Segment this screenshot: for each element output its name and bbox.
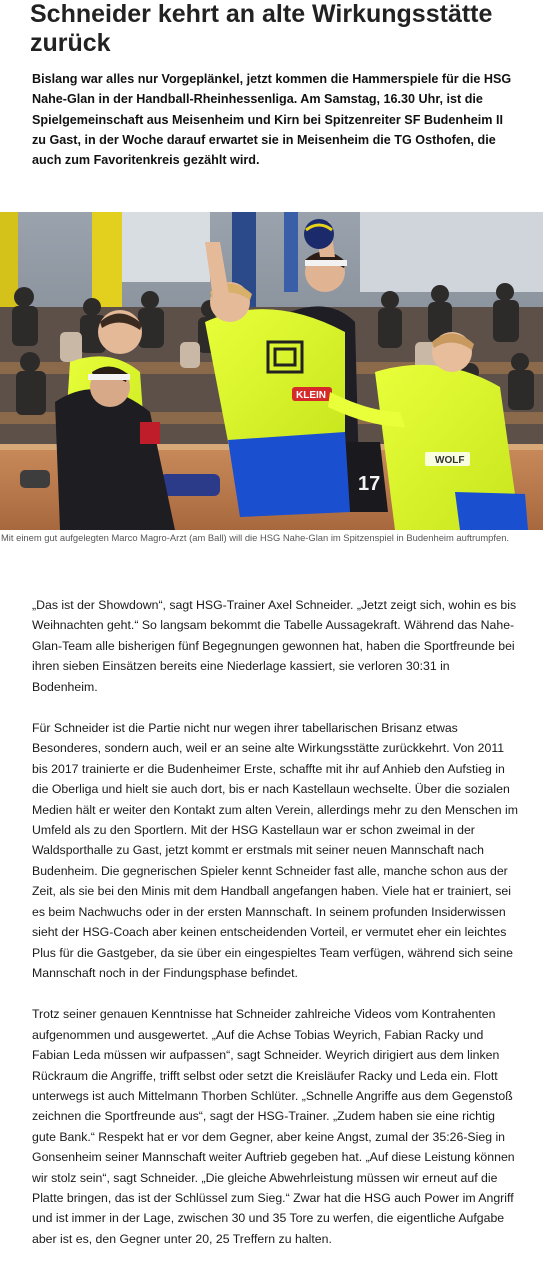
article-photo[interactable]: [0, 212, 543, 530]
article-paragraph-2: Für Schneider ist die Partie nicht nur wegen ihrer tabellarischen Brisanz etwas Besonderes, sondern auch, weil er an seine alte Wirkungsstätte zurückkehrt. Von 2011 bis 2017 trainierte er die Budenheimer Erste, schaffte mit ihr auf Anhieb den Aufstieg in die Oberliga und hielt sie auch dort, bis er nach Kastellaun wechselte. Über die sozialen Medien hält er weiter den Kontakt zum alten Verein, allerdings mehr zu den Menschen im Umfeld als zu den Sportlern. Mit der HSG Kastellaun war er schon zweimal in der Waldsporthalle zu Gast, jetzt kommt er erstmals mit seiner neuen Mannschaft nach Budenheim. Die gegnerischen Spieler kennt Schneider fast alle, manche schon aus der Zeit, als sie bei den Minis mit dem Handball angefangen haben. Viele hat er trainiert, sei es beim Nachwuchs oder in der ersten Mannschaft. In seinem profunden Insiderwissen sieht der HSG-Coach aber keinen entscheidenden Vorteil, er vermutet eher ein leichtes Plus für die Gastgeber, da sie über ein eingespieltes Team verfügen, während sich seine Mannschaft noch in der Findungsphase befindet.: [32, 721, 518, 980]
article-paragraph-1: „Das ist der Showdown“, sagt HSG-Trainer Axel Schneider. „Jetzt zeigt sich, wohin es bis Weihnachten geht.“ So langsam bekommt die Tabelle Aussagekraft. Während das Nahe-Glan-Team alle bisherigen fünf Begegnungen gewonnen hat, haben die Sportfreunde bei ihren sieben Einsätzen bereits eine Niederlage kassiert, sie verloren 30:31 in Bodenheim.: [32, 598, 517, 694]
jersey-sponsor-text-2: WOLF: [435, 455, 465, 466]
article-body: [32, 595, 518, 1270]
photo-caption: Mit einem gut aufgelegten Marco Magro-Arzt (am Ball) will die HSG Nahe-Glan im Spitzenspiel in Budenheim auftrumpfen.: [1, 532, 510, 543]
jersey-sponsor-text: KLEIN: [296, 390, 326, 401]
article-paragraph-3: Trotz seiner genauen Kenntnisse hat Schneider zahlreiche Videos vom Kontrahenten aufgenommen und ausgewertet. „Auf die Achse Tobias Weyrich, Fabian Racky und Fabian Leda müssen wir aufpassen“, sagt Schneider. Weyrich dirigiert aus dem linken Rückraum die Angriffe, trifft selbst oder setzt die Kreisläufer Racky und Leda ein. Flott unterwegs ist auch Mittelmann Thorben Schlüter. „Schnelle Angriffe aus dem Gegenstoß zeichnen die Sportfreunde aus“, sagt der HSG-Trainer. „Zudem haben sie eine richtig gute Bank.“ Respekt hat er vor dem Gegner, aber keine Angst, zumal der 35:26-Sieg in Gonsenheim seiner Mannschaft weiter Auftrieb gegeben hat. „Auf diese Leistung können wir stolz sein“, sagt Schneider. „Die gleiche Abwehrleistung müssen wir erneut auf die Platte bringen, das ist der Schlüssel zum Sieg.“ Zwar hat die HSG auch Power im Angriff und ist immer in der Lage, zwischen 30 und 35 Tore zu werfen, die eigentliche Aufgabe aber ist es, den Gegner unter 20, 25 Treffern zu halten.: [32, 1007, 515, 1246]
article-teaser: Bislang war alles nur Vorgeplänkel, jetzt kommen die Hammerspiele für die HSG Nahe-Glan in der Handball-Rheinhessenliga. Am Samstag, 16.30 Uhr, ist die Spielgemeinschaft aus Meisenheim und Kirn bei Spitzenreiter SF Budenheim II zu Gast, in der Woche darauf erwartet sie in Meisenheim die TG Osthofen, die auch zum Favoritenkreis gezählt wird.: [32, 72, 512, 168]
article-headline: Schneider kehrt an alte Wirkungsstätte zurück: [30, 0, 493, 57]
handball-photo-illustration: [0, 212, 543, 530]
jersey-number: 17: [358, 473, 381, 495]
